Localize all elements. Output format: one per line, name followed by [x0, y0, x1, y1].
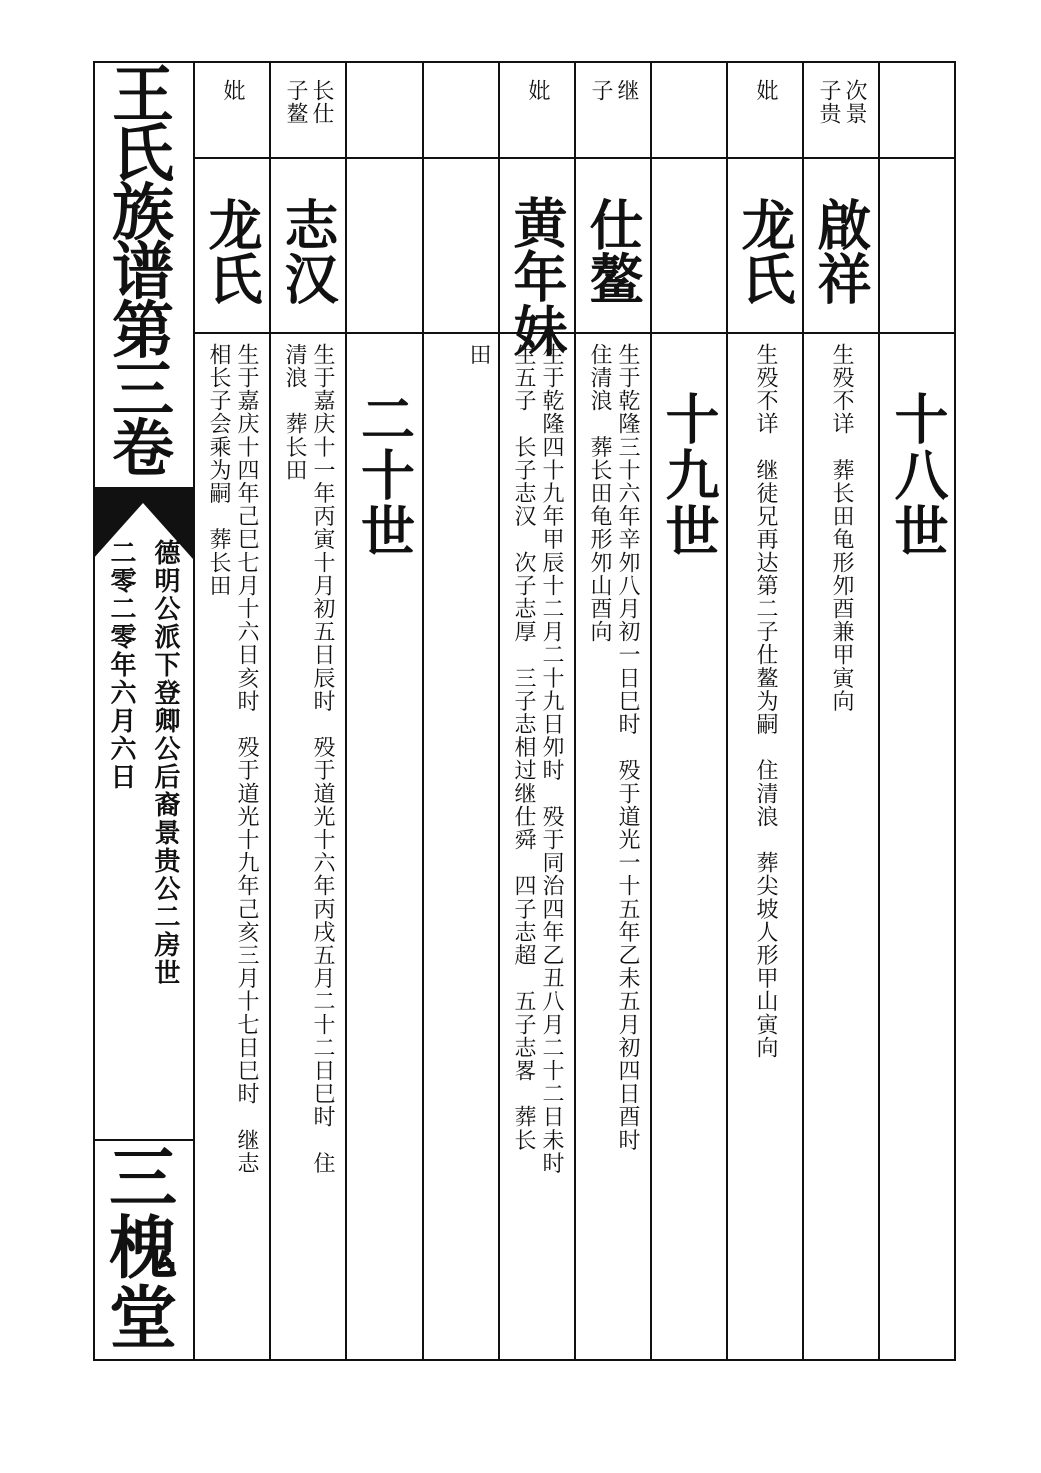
person-name: 啟祥	[809, 197, 873, 305]
genealogy-column	[271, 61, 347, 1361]
relation-label: 长仕 子鳌	[283, 79, 334, 125]
biography-text: 生于乾隆三十六年辛夘八月初一日巳时 殁于道光一十五年乙未五月初四日酉时 住清浪 葬长田龟形夘山酉向	[587, 343, 640, 1152]
person-name: 仕鳌	[581, 197, 645, 305]
biography-text: 生殁不详 葬长田龟形夘酉兼甲寅向	[829, 343, 854, 713]
generation-label: 二十世	[352, 391, 417, 559]
person-name: 志汉	[276, 197, 340, 305]
genealogy-column	[347, 61, 424, 1361]
generation-label: 十九世	[657, 391, 721, 559]
biography-text: 生于乾隆四十九年甲辰十二月二十九日夘时 殁于同治四年乙丑八月二十二日未时 生五子 长子志汉 次子志厚 三子志相过继仕舜 四子志超 五子志畧 葬长	[511, 343, 564, 1175]
genealogy-column	[880, 61, 956, 1361]
person-name: 龙氏	[733, 197, 797, 305]
genealogy-column	[576, 61, 652, 1361]
biography-text: 田	[466, 343, 491, 367]
biography-text: 生殁不详 继徒兄再达第二子仕鳌为嗣 住清浪 葬尖坡人形甲山寅向	[753, 343, 778, 1060]
genealogy-column	[424, 61, 500, 1361]
relation-label: 次景 子贵	[816, 79, 867, 125]
genealogy-column	[652, 61, 728, 1361]
hall-name: 三 槐 堂	[108, 1139, 177, 1359]
relation-label: 妣	[753, 79, 778, 102]
lineage-line: 德明公派下登卿公后裔景贵公二房世	[150, 539, 180, 987]
relation-label: 妣	[220, 79, 245, 102]
title-band	[93, 58, 195, 1361]
book-title: 王 氏 族 谱 第 三 卷	[111, 58, 174, 485]
person-name: 龙氏	[200, 197, 264, 305]
genealogy-column	[804, 61, 880, 1361]
date-line: 二零二零年六月六日	[106, 539, 136, 791]
generation-label: 十八世	[886, 391, 950, 559]
genealogy-column	[728, 61, 804, 1361]
genealogy-column	[500, 61, 576, 1361]
biography-text: 生于嘉庆十一年丙寅十月初五日辰时 殁于道光十六年丙戌五月二十二日巳时 住 清浪 葬长田	[282, 343, 335, 1175]
relation-label: 继 子	[588, 79, 639, 102]
person-name: 黄年妹	[505, 195, 569, 357]
genealogy-column	[195, 61, 271, 1361]
relation-label: 妣	[525, 79, 550, 102]
biography-text: 生于嘉庆十四年己巳七月十六日亥时 殁于道光十九年己亥三月十七日巳时 继志 相长子会乘为嗣 葬长田	[206, 343, 259, 1175]
